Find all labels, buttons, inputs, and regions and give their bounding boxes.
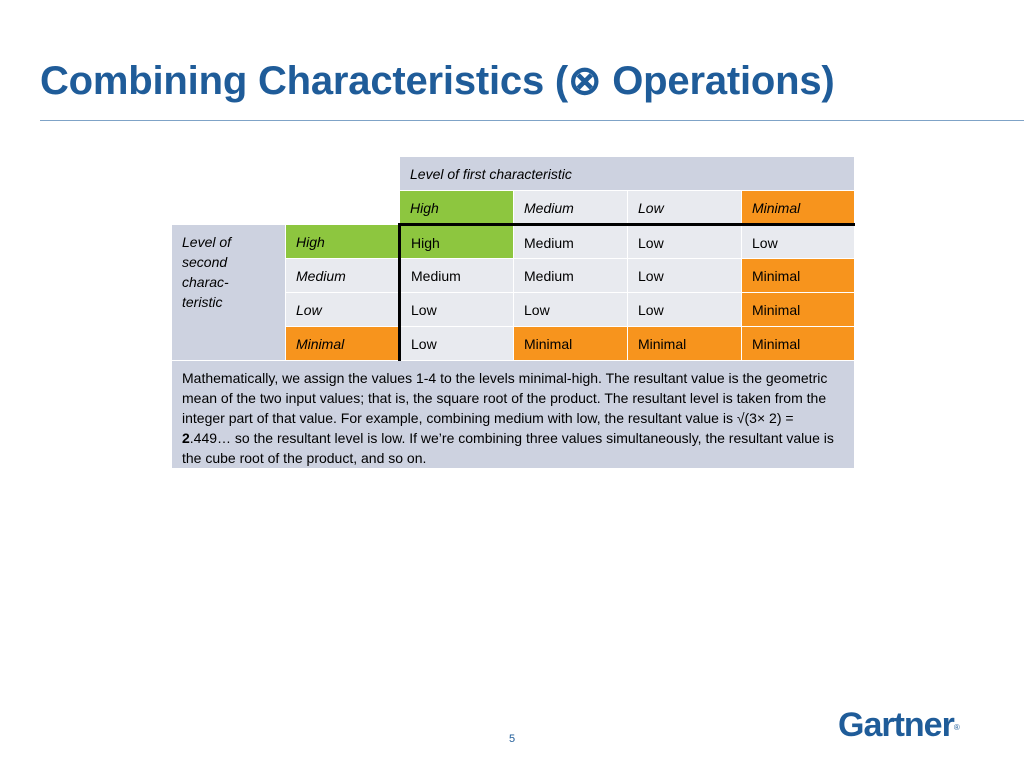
result-cell: Minimal xyxy=(742,293,855,327)
result-cell: Medium xyxy=(400,259,514,293)
table-row xyxy=(172,225,855,259)
note-bold-value: 2 xyxy=(182,430,190,446)
row-level-medium: Medium xyxy=(286,259,400,293)
explanation-note xyxy=(172,361,855,469)
combination-matrix xyxy=(171,156,855,469)
result-cell: Minimal xyxy=(742,259,855,293)
row-level-high: High xyxy=(286,225,400,259)
col-level-medium: Medium xyxy=(514,191,628,225)
title-divider xyxy=(40,120,1024,121)
result-cell: Low xyxy=(400,327,514,361)
slide-title: Combining Characteristics (⊗ Operations) xyxy=(40,59,835,103)
second-characteristic-header: Level of second charac- teristic xyxy=(172,225,286,361)
note-text-end: .449… so the resultant level is low. If we’re combining three values simultaneously, the resultant value is the cube root of the product, and so on. xyxy=(182,430,834,466)
gartner-logo xyxy=(838,706,960,745)
column-levels-row xyxy=(172,191,855,225)
note-text-start: Mathematically, we assign the values 1-4 to the levels minimal-high. The resultant value is the geometric mean of the two input values; that is, the square root of the product. The resultant level is taken from the integer part of that value. For example, combining medium with low, the resultant value is √(3× 2) = xyxy=(182,370,828,426)
result-cell: Low xyxy=(628,259,742,293)
result-cell: Low xyxy=(400,293,514,327)
result-cell: Minimal xyxy=(742,327,855,361)
result-cell: Medium xyxy=(514,259,628,293)
result-cell: Low xyxy=(628,225,742,259)
result-cell: Low xyxy=(514,293,628,327)
first-characteristic-header: Level of first characteristic xyxy=(400,157,855,191)
result-cell: Low xyxy=(742,225,855,259)
logo-text: Gartner xyxy=(838,706,954,744)
result-cell: Minimal xyxy=(628,327,742,361)
result-cell: Minimal xyxy=(514,327,628,361)
column-header-row xyxy=(172,157,855,191)
result-cell: High xyxy=(400,225,514,259)
col-level-low: Low xyxy=(628,191,742,225)
registered-mark: ® xyxy=(953,723,960,732)
col-level-high: High xyxy=(400,191,514,225)
result-cell: Low xyxy=(628,293,742,327)
result-cell: Medium xyxy=(514,225,628,259)
row-level-low: Low xyxy=(286,293,400,327)
row-level-minimal: Minimal xyxy=(286,327,400,361)
col-level-minimal: Minimal xyxy=(742,191,855,225)
note-row xyxy=(172,361,855,469)
page-number: 5 xyxy=(509,733,516,745)
